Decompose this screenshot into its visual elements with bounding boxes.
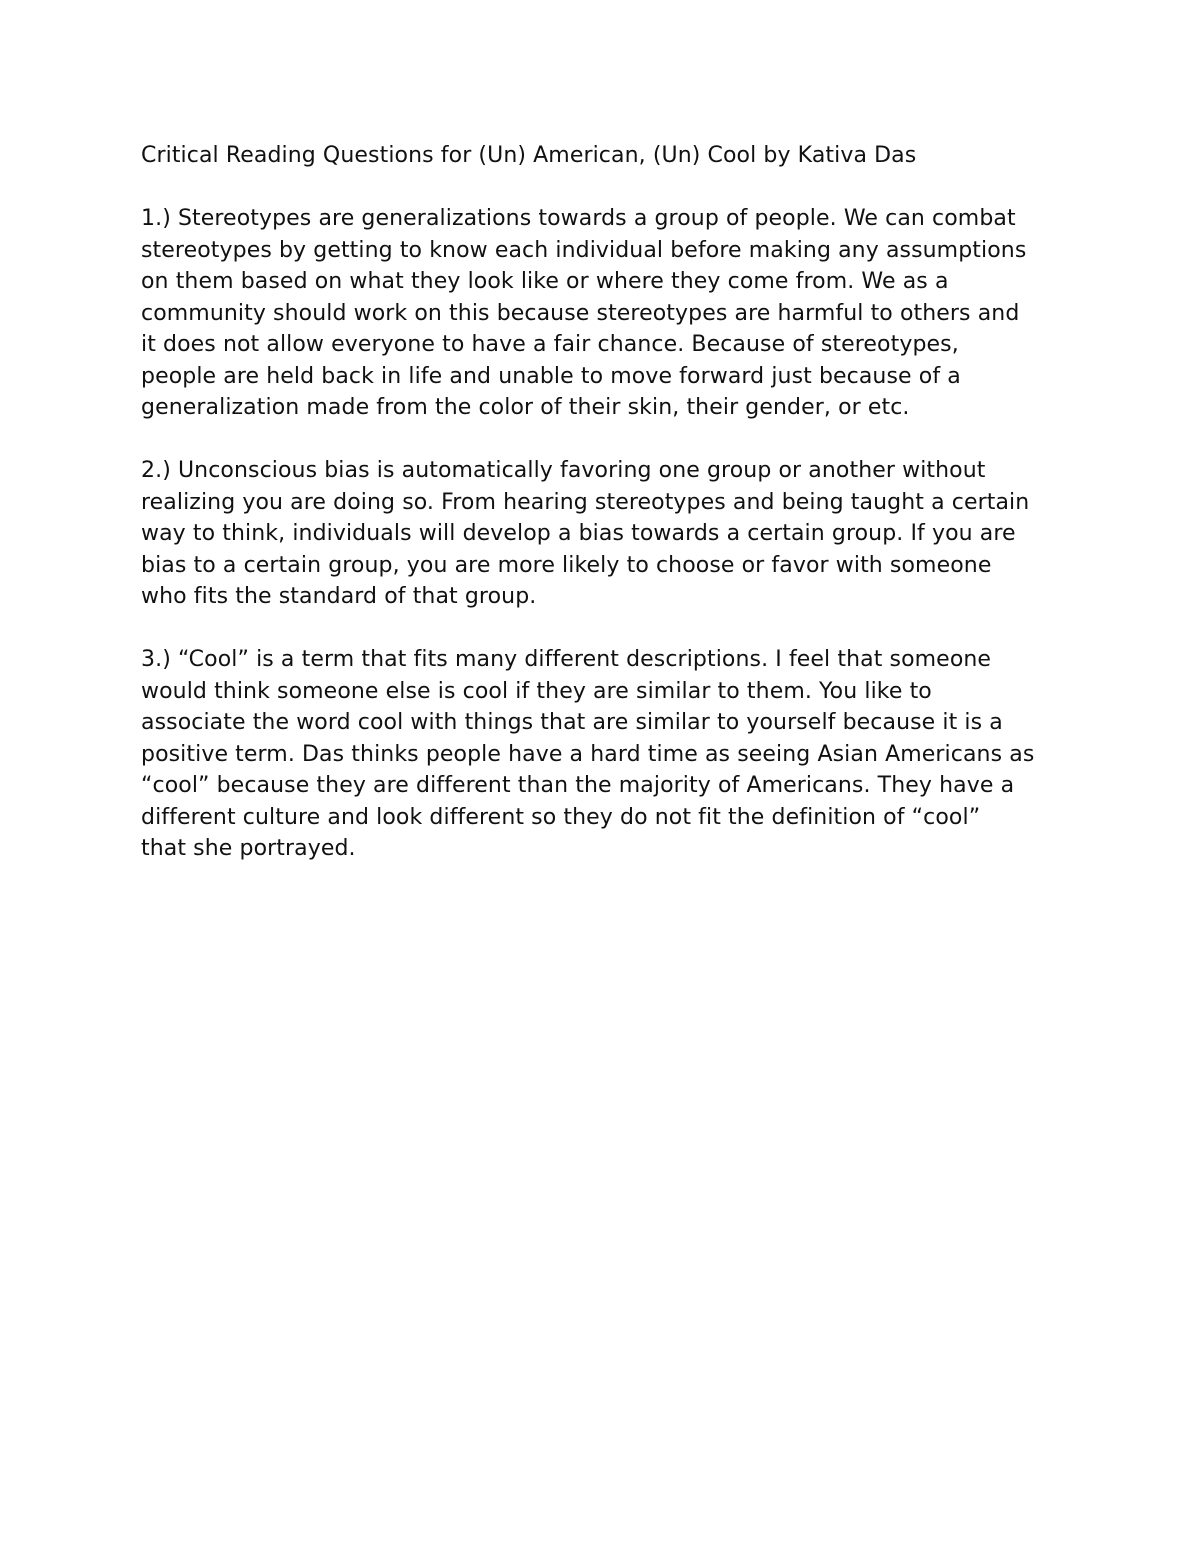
- answer-2-line: bias to a certain group, you are more likely to choose or favor with someone: [141, 552, 992, 578]
- answer-3-line: would think someone else is cool if they are similar to them. You like to: [141, 678, 932, 704]
- answer-2-line: way to think, individuals will develop a bias towards a certain group. If you are: [141, 521, 1016, 546]
- document-title: Critical Reading Questions for (Un) American, (Un) Cool by Kativa Das: [141, 143, 917, 168]
- answer-3-line: associate the word cool with things that are similar to yourself because it is a: [141, 710, 1003, 735]
- answer-1-line: generalization made from the color of their skin, their gender, or etc.: [141, 395, 910, 420]
- answer-3-line: 3.) “Cool” is a term that fits many different descriptions. I feel that someone: [141, 647, 992, 672]
- answer-3-line: that she portrayed.: [141, 836, 356, 861]
- answer-1-line: stereotypes by getting to know each individual before making any assumptions: [141, 237, 1027, 263]
- answer-2-line: who fits the standard of that group.: [141, 584, 537, 609]
- answer-1-line: community should work on this because stereotypes are harmful to others and: [141, 300, 1020, 326]
- answer-2-line: 2.) Unconscious bias is automatically favoring one group or another without: [141, 458, 986, 483]
- answer-1: [141, 203, 1061, 424]
- answer-1-line: people are held back in life and unable to move forward just because of a: [141, 363, 961, 389]
- answer-2: [141, 455, 1061, 613]
- answer-3-line: positive term. Das thinks people have a hard time as seeing Asian Americans as: [141, 741, 1035, 767]
- answer-1-line: it does not allow everyone to have a fair chance. Because of stereotypes,: [141, 332, 959, 357]
- answer-1-line: on them based on what they look like or where they come from. We as a: [141, 269, 949, 294]
- answer-3-line: different culture and look different so they do not fit the definition of “cool”: [141, 804, 981, 830]
- answer-2-line: realizing you are doing so. From hearing stereotypes and being taught a certain: [141, 489, 1030, 515]
- answer-1-line: 1.) Stereotypes are generalizations towards a group of people. We can combat: [141, 206, 1016, 231]
- document-content: [141, 140, 1061, 896]
- answer-3-line: “cool” because they are different than the majority of Americans. They have a: [141, 773, 1015, 798]
- answer-3: [141, 644, 1061, 865]
